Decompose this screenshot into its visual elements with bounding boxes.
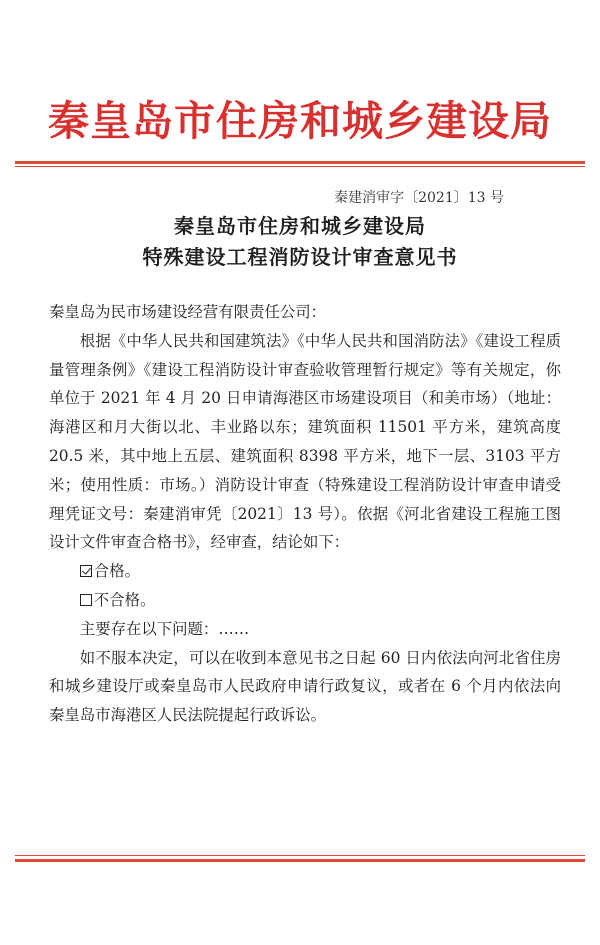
- document-body: [49, 298, 561, 730]
- recipient-line: 秦皇岛为民市场建设经营有限责任公司：: [49, 303, 327, 321]
- letterhead-rule-bottom: [15, 166, 585, 167]
- appeal-paragraph: 如不服本决定，可以在收到本意见书之日起 60 日内依法向河北省住房和城乡建设厅或秦皇岛市人民政府申请行政复议，或者在 6 个月内依法向秦皇岛市海港区人民法院提起行政诉讼。: [49, 648, 561, 725]
- option-fail: [49, 586, 561, 615]
- main-paragraph: 根据《中华人民共和国建筑法》《中华人民共和国消防法》《建设工程质量管理条例》《建设工程消防设计审查验收管理暂行规定》等有关规定，你单位于 2021 年 4 月 20 日申请海港区市场建设项目（和美市场）（地址：海港区和月大街以北、丰业路以东；建筑面积 11501 平方米，建筑高度 20.5 米，其中地上五层、建筑面积 8398 平方米，地下一层、3103 平方米；使用性质：市场。）消防设计审查（特殊建设工程消防设计审查申请受理凭证文号：秦建消审凭〔2021〕13 号）。依据《河北省建设工程施工图设计文件审查合格书》，经审查，结论如下：: [49, 331, 561, 552]
- option-pass-label: 合格。: [93, 562, 140, 581]
- letterhead-title: 秦皇岛市住房和城乡建设局: [48, 97, 552, 145]
- footer-rule-bottom: [15, 859, 585, 862]
- document-title-line-1: 秦皇岛市住房和城乡建设局: [174, 214, 426, 238]
- footer-rule-top: [15, 855, 585, 856]
- letterhead-rule-top: [15, 161, 585, 164]
- empty-box-icon: [80, 594, 92, 606]
- issues-line: 主要存在以下问题：……: [79, 619, 250, 638]
- checked-box-icon: [80, 565, 92, 577]
- document-number: 秦建消审字〔2021〕13 号: [334, 190, 504, 206]
- option-pass: [49, 557, 561, 586]
- option-fail-label: 不合格。: [93, 590, 156, 609]
- document-title-line-2: 特殊建设工程消防设计审查意见书: [142, 245, 458, 269]
